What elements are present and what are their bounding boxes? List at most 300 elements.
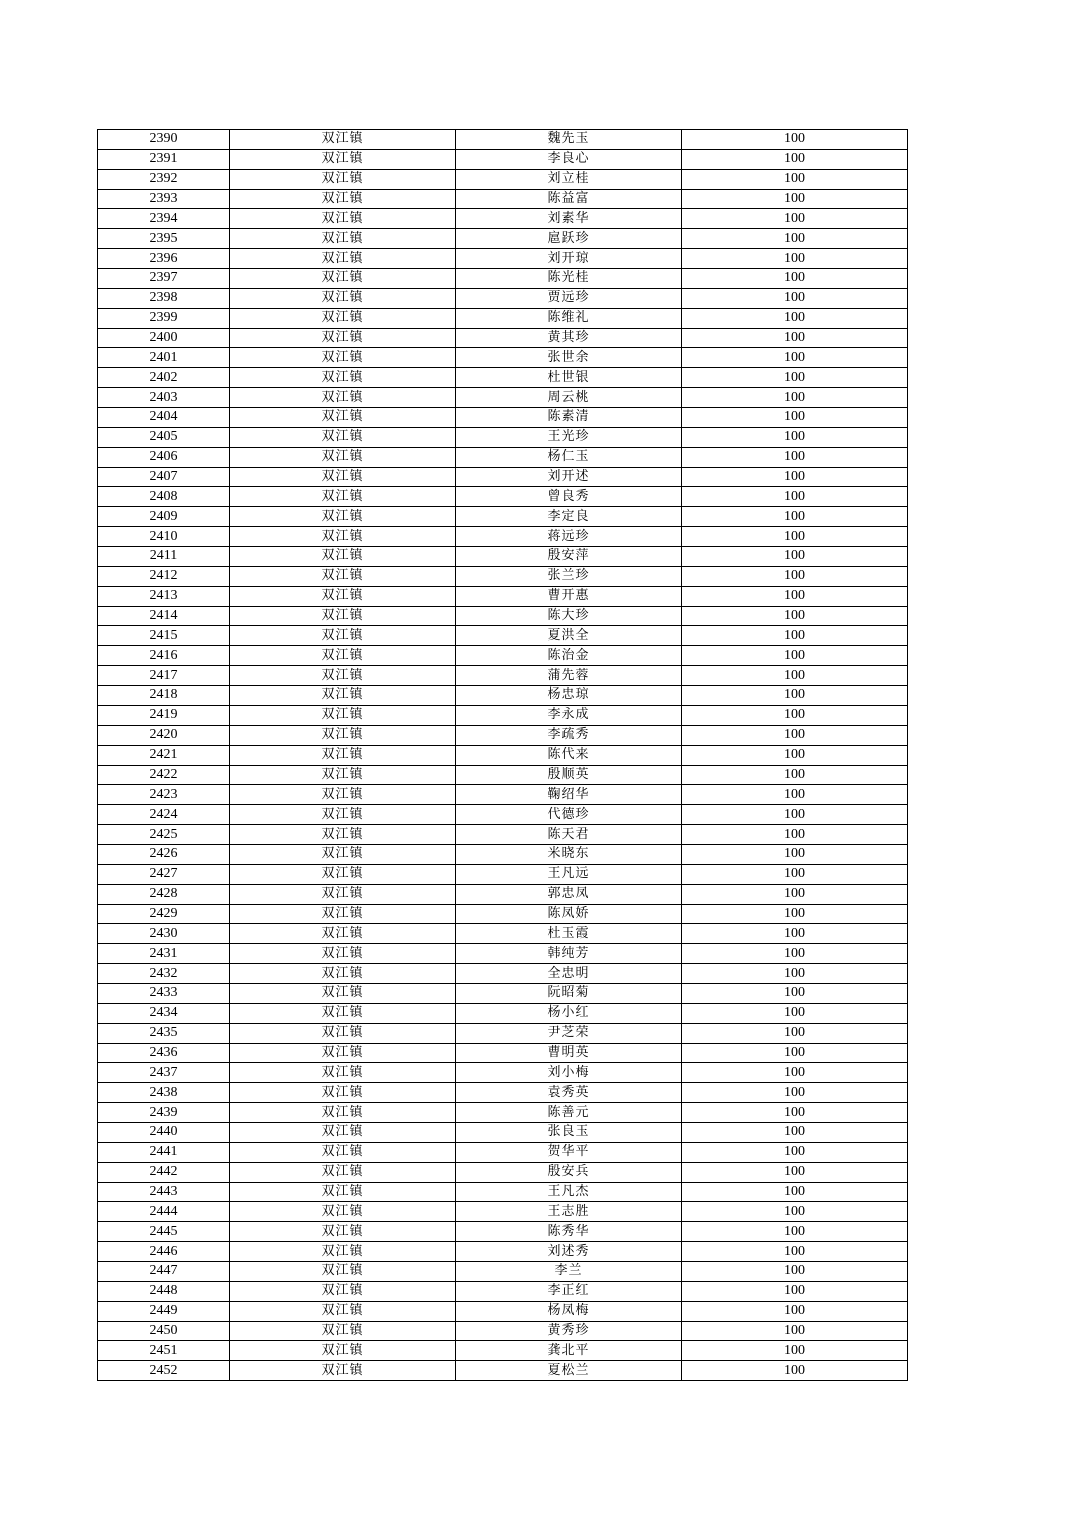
town-cell: 双江镇 xyxy=(230,904,456,924)
amount-cell: 100 xyxy=(682,626,908,646)
person-name-cell: 陈善元 xyxy=(456,1103,682,1123)
amount-cell: 100 xyxy=(682,825,908,845)
table-row xyxy=(98,1083,908,1103)
serial-number-cell: 2404 xyxy=(98,408,230,428)
serial-number-cell: 2407 xyxy=(98,467,230,487)
town-cell: 双江镇 xyxy=(230,1361,456,1381)
person-name-cell: 杜玉霞 xyxy=(456,924,682,944)
amount-cell: 100 xyxy=(682,844,908,864)
person-name-cell: 陈天君 xyxy=(456,825,682,845)
serial-number-cell: 2395 xyxy=(98,229,230,249)
town-cell: 双江镇 xyxy=(230,1043,456,1063)
town-cell: 双江镇 xyxy=(230,1242,456,1262)
amount-cell: 100 xyxy=(682,507,908,527)
serial-number-cell: 2452 xyxy=(98,1361,230,1381)
table-body xyxy=(98,130,908,1381)
table-row xyxy=(98,606,908,626)
amount-cell: 100 xyxy=(682,586,908,606)
serial-number-cell: 2433 xyxy=(98,983,230,1003)
town-cell: 双江镇 xyxy=(230,487,456,507)
serial-number-cell: 2416 xyxy=(98,646,230,666)
serial-number-cell: 2429 xyxy=(98,904,230,924)
person-name-cell: 杨凤梅 xyxy=(456,1301,682,1321)
serial-number-cell: 2393 xyxy=(98,189,230,209)
serial-number-cell: 2434 xyxy=(98,1003,230,1023)
table-row xyxy=(98,944,908,964)
town-cell: 双江镇 xyxy=(230,924,456,944)
table-row xyxy=(98,1003,908,1023)
person-name-cell: 张兰珍 xyxy=(456,566,682,586)
person-name-cell: 杨忠琼 xyxy=(456,686,682,706)
person-name-cell: 龚北平 xyxy=(456,1341,682,1361)
person-name-cell: 殷安萍 xyxy=(456,547,682,567)
town-cell: 双江镇 xyxy=(230,864,456,884)
amount-cell: 100 xyxy=(682,1301,908,1321)
table-row xyxy=(98,1321,908,1341)
amount-cell: 100 xyxy=(682,149,908,169)
town-cell: 双江镇 xyxy=(230,269,456,289)
person-name-cell: 张世余 xyxy=(456,348,682,368)
person-name-cell: 殷顺英 xyxy=(456,765,682,785)
table-row xyxy=(98,1103,908,1123)
town-cell: 双江镇 xyxy=(230,666,456,686)
table-row xyxy=(98,825,908,845)
serial-number-cell: 2403 xyxy=(98,388,230,408)
table-row xyxy=(98,269,908,289)
person-name-cell: 刘开琼 xyxy=(456,249,682,269)
person-name-cell: 杨小红 xyxy=(456,1003,682,1023)
table-row xyxy=(98,169,908,189)
serial-number-cell: 2446 xyxy=(98,1242,230,1262)
town-cell: 双江镇 xyxy=(230,646,456,666)
person-name-cell: 李定良 xyxy=(456,507,682,527)
serial-number-cell: 2428 xyxy=(98,884,230,904)
amount-cell: 100 xyxy=(682,646,908,666)
town-cell: 双江镇 xyxy=(230,1162,456,1182)
town-cell: 双江镇 xyxy=(230,149,456,169)
town-cell: 双江镇 xyxy=(230,408,456,428)
town-cell: 双江镇 xyxy=(230,328,456,348)
amount-cell: 100 xyxy=(682,1361,908,1381)
table-row xyxy=(98,864,908,884)
serial-number-cell: 2400 xyxy=(98,328,230,348)
person-name-cell: 鞠绍华 xyxy=(456,785,682,805)
town-cell: 双江镇 xyxy=(230,805,456,825)
table-row xyxy=(98,348,908,368)
person-name-cell: 代德珍 xyxy=(456,805,682,825)
person-name-cell: 李兰 xyxy=(456,1261,682,1281)
amount-cell: 100 xyxy=(682,229,908,249)
table-row xyxy=(98,785,908,805)
serial-number-cell: 2391 xyxy=(98,149,230,169)
person-name-cell: 王光珍 xyxy=(456,427,682,447)
town-cell: 双江镇 xyxy=(230,130,456,150)
person-name-cell: 贺华平 xyxy=(456,1142,682,1162)
table-row xyxy=(98,1281,908,1301)
person-name-cell: 阮昭菊 xyxy=(456,983,682,1003)
table-row xyxy=(98,904,908,924)
table-row xyxy=(98,547,908,567)
serial-number-cell: 2430 xyxy=(98,924,230,944)
person-name-cell: 张良玉 xyxy=(456,1122,682,1142)
serial-number-cell: 2442 xyxy=(98,1162,230,1182)
amount-cell: 100 xyxy=(682,288,908,308)
amount-cell: 100 xyxy=(682,249,908,269)
amount-cell: 100 xyxy=(682,1003,908,1023)
person-name-cell: 陈凤娇 xyxy=(456,904,682,924)
table-row xyxy=(98,189,908,209)
serial-number-cell: 2450 xyxy=(98,1321,230,1341)
town-cell: 双江镇 xyxy=(230,467,456,487)
amount-cell: 100 xyxy=(682,1063,908,1083)
person-name-cell: 黄秀珍 xyxy=(456,1321,682,1341)
amount-cell: 100 xyxy=(682,1321,908,1341)
amount-cell: 100 xyxy=(682,705,908,725)
town-cell: 双江镇 xyxy=(230,1321,456,1341)
person-name-cell: 曹明英 xyxy=(456,1043,682,1063)
town-cell: 双江镇 xyxy=(230,209,456,229)
serial-number-cell: 2447 xyxy=(98,1261,230,1281)
amount-cell: 100 xyxy=(682,745,908,765)
serial-number-cell: 2418 xyxy=(98,686,230,706)
amount-cell: 100 xyxy=(682,189,908,209)
town-cell: 双江镇 xyxy=(230,626,456,646)
table-row xyxy=(98,1301,908,1321)
person-name-cell: 曾良秀 xyxy=(456,487,682,507)
town-cell: 双江镇 xyxy=(230,1281,456,1301)
person-name-cell: 王凡远 xyxy=(456,864,682,884)
town-cell: 双江镇 xyxy=(230,388,456,408)
town-cell: 双江镇 xyxy=(230,785,456,805)
table-row xyxy=(98,1361,908,1381)
amount-cell: 100 xyxy=(682,1162,908,1182)
serial-number-cell: 2405 xyxy=(98,427,230,447)
serial-number-cell: 2398 xyxy=(98,288,230,308)
town-cell: 双江镇 xyxy=(230,447,456,467)
town-cell: 双江镇 xyxy=(230,1103,456,1123)
amount-cell: 100 xyxy=(682,904,908,924)
serial-number-cell: 2436 xyxy=(98,1043,230,1063)
town-cell: 双江镇 xyxy=(230,169,456,189)
town-cell: 双江镇 xyxy=(230,507,456,527)
person-name-cell: 贾远珍 xyxy=(456,288,682,308)
amount-cell: 100 xyxy=(682,983,908,1003)
amount-cell: 100 xyxy=(682,1043,908,1063)
person-name-cell: 蒲先蓉 xyxy=(456,666,682,686)
town-cell: 双江镇 xyxy=(230,606,456,626)
table-row xyxy=(98,844,908,864)
person-name-cell: 刘立桂 xyxy=(456,169,682,189)
amount-cell: 100 xyxy=(682,1083,908,1103)
person-name-cell: 陈代来 xyxy=(456,745,682,765)
serial-number-cell: 2448 xyxy=(98,1281,230,1301)
serial-number-cell: 2426 xyxy=(98,844,230,864)
town-cell: 双江镇 xyxy=(230,368,456,388)
amount-cell: 100 xyxy=(682,566,908,586)
person-name-cell: 刘述秀 xyxy=(456,1242,682,1262)
town-cell: 双江镇 xyxy=(230,745,456,765)
table-row xyxy=(98,1142,908,1162)
town-cell: 双江镇 xyxy=(230,964,456,984)
table-row xyxy=(98,288,908,308)
town-cell: 双江镇 xyxy=(230,725,456,745)
town-cell: 双江镇 xyxy=(230,1023,456,1043)
serial-number-cell: 2417 xyxy=(98,666,230,686)
table-row xyxy=(98,447,908,467)
table-row xyxy=(98,249,908,269)
amount-cell: 100 xyxy=(682,527,908,547)
person-name-cell: 夏洪全 xyxy=(456,626,682,646)
table-row xyxy=(98,666,908,686)
town-cell: 双江镇 xyxy=(230,288,456,308)
person-name-cell: 陈大珍 xyxy=(456,606,682,626)
person-name-cell: 袁秀英 xyxy=(456,1083,682,1103)
serial-number-cell: 2425 xyxy=(98,825,230,845)
table-row xyxy=(98,229,908,249)
amount-cell: 100 xyxy=(682,269,908,289)
amount-cell: 100 xyxy=(682,1242,908,1262)
person-name-cell: 杜世银 xyxy=(456,368,682,388)
town-cell: 双江镇 xyxy=(230,308,456,328)
town-cell: 双江镇 xyxy=(230,249,456,269)
serial-number-cell: 2420 xyxy=(98,725,230,745)
serial-number-cell: 2408 xyxy=(98,487,230,507)
serial-number-cell: 2438 xyxy=(98,1083,230,1103)
person-name-cell: 陈素清 xyxy=(456,408,682,428)
amount-cell: 100 xyxy=(682,1202,908,1222)
town-cell: 双江镇 xyxy=(230,1122,456,1142)
person-name-cell: 刘开述 xyxy=(456,467,682,487)
town-cell: 双江镇 xyxy=(230,547,456,567)
amount-cell: 100 xyxy=(682,1023,908,1043)
person-name-cell: 王凡杰 xyxy=(456,1182,682,1202)
town-cell: 双江镇 xyxy=(230,427,456,447)
person-name-cell: 周云桃 xyxy=(456,388,682,408)
amount-cell: 100 xyxy=(682,666,908,686)
person-name-cell: 黄其珍 xyxy=(456,328,682,348)
serial-number-cell: 2449 xyxy=(98,1301,230,1321)
table-row xyxy=(98,745,908,765)
amount-cell: 100 xyxy=(682,765,908,785)
table-row xyxy=(98,725,908,745)
person-name-cell: 曹开惠 xyxy=(456,586,682,606)
amount-cell: 100 xyxy=(682,864,908,884)
town-cell: 双江镇 xyxy=(230,844,456,864)
person-name-cell: 全忠明 xyxy=(456,964,682,984)
serial-number-cell: 2443 xyxy=(98,1182,230,1202)
town-cell: 双江镇 xyxy=(230,566,456,586)
serial-number-cell: 2411 xyxy=(98,547,230,567)
amount-cell: 100 xyxy=(682,884,908,904)
table-row xyxy=(98,1261,908,1281)
amount-cell: 100 xyxy=(682,169,908,189)
serial-number-cell: 2421 xyxy=(98,745,230,765)
table-row xyxy=(98,1182,908,1202)
table-row xyxy=(98,209,908,229)
serial-number-cell: 2439 xyxy=(98,1103,230,1123)
amount-cell: 100 xyxy=(682,1281,908,1301)
subsidy-list-table xyxy=(97,129,908,1381)
table-row xyxy=(98,1341,908,1361)
person-name-cell: 王志胜 xyxy=(456,1202,682,1222)
serial-number-cell: 2399 xyxy=(98,308,230,328)
table-row xyxy=(98,1063,908,1083)
town-cell: 双江镇 xyxy=(230,527,456,547)
amount-cell: 100 xyxy=(682,547,908,567)
serial-number-cell: 2406 xyxy=(98,447,230,467)
person-name-cell: 刘小梅 xyxy=(456,1063,682,1083)
table-row xyxy=(98,884,908,904)
table-row xyxy=(98,388,908,408)
amount-cell: 100 xyxy=(682,785,908,805)
amount-cell: 100 xyxy=(682,209,908,229)
table-row xyxy=(98,983,908,1003)
serial-number-cell: 2402 xyxy=(98,368,230,388)
table-row xyxy=(98,527,908,547)
town-cell: 双江镇 xyxy=(230,884,456,904)
amount-cell: 100 xyxy=(682,388,908,408)
serial-number-cell: 2422 xyxy=(98,765,230,785)
town-cell: 双江镇 xyxy=(230,586,456,606)
person-name-cell: 李良心 xyxy=(456,149,682,169)
table-row xyxy=(98,328,908,348)
serial-number-cell: 2392 xyxy=(98,169,230,189)
amount-cell: 100 xyxy=(682,308,908,328)
table-row xyxy=(98,1202,908,1222)
person-name-cell: 杨仁玉 xyxy=(456,447,682,467)
table-row xyxy=(98,149,908,169)
serial-number-cell: 2413 xyxy=(98,586,230,606)
table-row xyxy=(98,308,908,328)
serial-number-cell: 2419 xyxy=(98,705,230,725)
table-row xyxy=(98,765,908,785)
town-cell: 双江镇 xyxy=(230,1341,456,1361)
table-row xyxy=(98,1023,908,1043)
person-name-cell: 李疏秀 xyxy=(456,725,682,745)
town-cell: 双江镇 xyxy=(230,1202,456,1222)
amount-cell: 100 xyxy=(682,1182,908,1202)
town-cell: 双江镇 xyxy=(230,1063,456,1083)
amount-cell: 100 xyxy=(682,944,908,964)
person-name-cell: 李永成 xyxy=(456,705,682,725)
table-row xyxy=(98,705,908,725)
serial-number-cell: 2427 xyxy=(98,864,230,884)
amount-cell: 100 xyxy=(682,686,908,706)
table-row xyxy=(98,1242,908,1262)
amount-cell: 100 xyxy=(682,1142,908,1162)
person-name-cell: 尹芝荣 xyxy=(456,1023,682,1043)
amount-cell: 100 xyxy=(682,368,908,388)
town-cell: 双江镇 xyxy=(230,1142,456,1162)
table-row xyxy=(98,467,908,487)
table-row xyxy=(98,1222,908,1242)
serial-number-cell: 2415 xyxy=(98,626,230,646)
amount-cell: 100 xyxy=(682,1122,908,1142)
serial-number-cell: 2397 xyxy=(98,269,230,289)
table-row xyxy=(98,487,908,507)
amount-cell: 100 xyxy=(682,1341,908,1361)
town-cell: 双江镇 xyxy=(230,229,456,249)
table-row xyxy=(98,964,908,984)
table-row xyxy=(98,586,908,606)
table-row xyxy=(98,130,908,150)
serial-number-cell: 2409 xyxy=(98,507,230,527)
amount-cell: 100 xyxy=(682,348,908,368)
serial-number-cell: 2401 xyxy=(98,348,230,368)
amount-cell: 100 xyxy=(682,447,908,467)
person-name-cell: 刘素华 xyxy=(456,209,682,229)
town-cell: 双江镇 xyxy=(230,189,456,209)
serial-number-cell: 2390 xyxy=(98,130,230,150)
town-cell: 双江镇 xyxy=(230,705,456,725)
serial-number-cell: 2414 xyxy=(98,606,230,626)
serial-number-cell: 2445 xyxy=(98,1222,230,1242)
amount-cell: 100 xyxy=(682,964,908,984)
person-name-cell: 米晓东 xyxy=(456,844,682,864)
person-name-cell: 夏松兰 xyxy=(456,1361,682,1381)
serial-number-cell: 2410 xyxy=(98,527,230,547)
table-row xyxy=(98,805,908,825)
person-name-cell: 魏先玉 xyxy=(456,130,682,150)
table-row xyxy=(98,686,908,706)
person-name-cell: 殷安兵 xyxy=(456,1162,682,1182)
person-name-cell: 陈光桂 xyxy=(456,269,682,289)
serial-number-cell: 2437 xyxy=(98,1063,230,1083)
town-cell: 双江镇 xyxy=(230,944,456,964)
amount-cell: 100 xyxy=(682,1261,908,1281)
serial-number-cell: 2424 xyxy=(98,805,230,825)
serial-number-cell: 2440 xyxy=(98,1122,230,1142)
serial-number-cell: 2435 xyxy=(98,1023,230,1043)
amount-cell: 100 xyxy=(682,1103,908,1123)
table-row xyxy=(98,1122,908,1142)
table-row xyxy=(98,646,908,666)
table-row xyxy=(98,427,908,447)
serial-number-cell: 2444 xyxy=(98,1202,230,1222)
person-name-cell: 陈益富 xyxy=(456,189,682,209)
town-cell: 双江镇 xyxy=(230,1182,456,1202)
town-cell: 双江镇 xyxy=(230,983,456,1003)
town-cell: 双江镇 xyxy=(230,1261,456,1281)
town-cell: 双江镇 xyxy=(230,1222,456,1242)
amount-cell: 100 xyxy=(682,725,908,745)
town-cell: 双江镇 xyxy=(230,348,456,368)
person-name-cell: 扈跃珍 xyxy=(456,229,682,249)
table-row xyxy=(98,566,908,586)
town-cell: 双江镇 xyxy=(230,825,456,845)
serial-number-cell: 2394 xyxy=(98,209,230,229)
serial-number-cell: 2451 xyxy=(98,1341,230,1361)
serial-number-cell: 2441 xyxy=(98,1142,230,1162)
amount-cell: 100 xyxy=(682,408,908,428)
town-cell: 双江镇 xyxy=(230,1301,456,1321)
person-name-cell: 陈治金 xyxy=(456,646,682,666)
amount-cell: 100 xyxy=(682,805,908,825)
person-name-cell: 陈秀华 xyxy=(456,1222,682,1242)
table-row xyxy=(98,408,908,428)
person-name-cell: 郭忠凤 xyxy=(456,884,682,904)
amount-cell: 100 xyxy=(682,467,908,487)
person-name-cell: 韩纯芳 xyxy=(456,944,682,964)
amount-cell: 100 xyxy=(682,487,908,507)
person-name-cell: 蒋远珍 xyxy=(456,527,682,547)
table-row xyxy=(98,368,908,388)
amount-cell: 100 xyxy=(682,328,908,348)
table-row xyxy=(98,924,908,944)
person-name-cell: 陈维礼 xyxy=(456,308,682,328)
amount-cell: 100 xyxy=(682,130,908,150)
person-name-cell: 李正红 xyxy=(456,1281,682,1301)
